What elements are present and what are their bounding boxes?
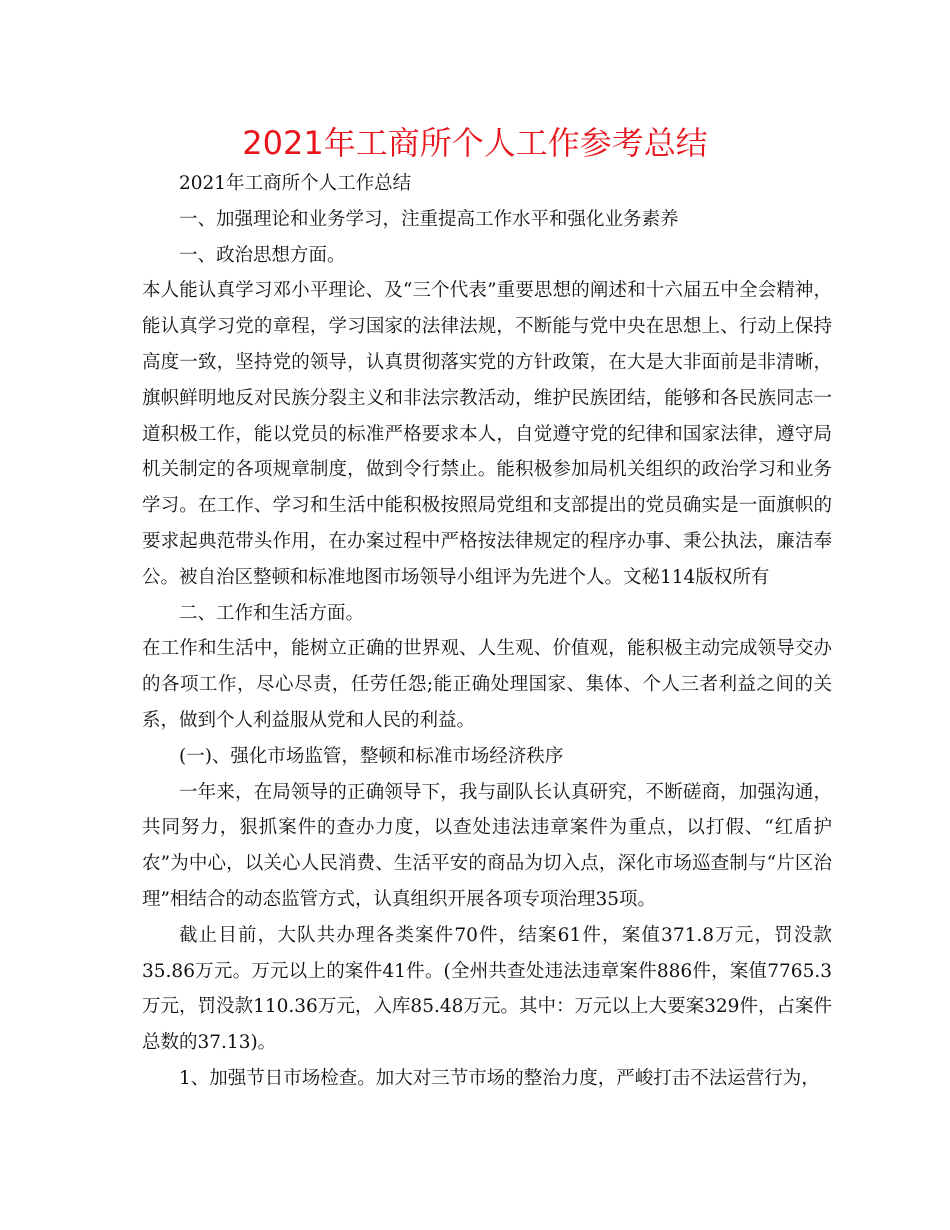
paragraph-work-life-heading: 二、工作和生活方面。 [179,602,365,624]
paragraph-market-body: 一年来，在局领导的正确领导下，我与副队长认真研究，不断磋商，加强沟通，共同努力，狠抓案件的查办力度，以查处违法违章案件为重点，以打假、“红盾护农”为中心，以关心人民消费、生活平安的商品为切入点，深化市场巡查制与“片区治理”相结合的动态监管方式，认真组织开展各项专项治理35项。 [142,781,832,910]
paragraph-subtitle: 2021年工商所个人工作总结 [179,173,412,194]
paragraph-holiday-inspection: 1、加强节日市场检查。加大对三节市场的整治力度，严峻打击不法运营行为， [179,1067,820,1089]
paragraph-market-heading: (一)、强化市场监管，整顿和标准市场经济秩序 [179,745,564,767]
paragraph-work-life-body: 在工作和生活中，能树立正确的世界观、人生观、价值观，能积极主动完成领导交办的各项工作，尽心尽责，任劳任怨;能正确处理国家、集体、个人三者利益之间的关系，做到个人利益服从党和人民的利益。 [142,638,832,731]
paragraph-section-heading: 一、加强理论和业务学习，注重提高工作水平和强化业务素养 [179,208,679,230]
document-title: 2021年工商所个人工作参考总结 [242,124,708,162]
paragraph-cases-stats: 截止目前，大队共办理各类案件70件，结案61件，案值371.8万元，罚没款35.86万元。万元以上的案件41件。(全州共查处违法违章案件886件，案值7765.3万元，罚没款110.36万元，入库85.48万元。其中：万元以上大要案329件，占案件总数的37.13)。 [142,924,832,1054]
paragraph-political-body: 本人能认真学习邓小平理论、及“三个代表”重要思想的阐述和十六届五中全会精神，能认真学习党的章程，学习国家的法律法规，不断能与党中央在思想上、行动上保持高度一致，坚持党的领导，认真贯彻落实党的方针政策，在大是大非面前是非清晰，旗帜鲜明地反对民族分裂主义和非法宗教活动，维护民族团结，能够和各民族同志一道积极工作，能以党员的标准严格要求本人，自觉遵守党的纪律和国家法律，遵守局机关制定的各项规章制度，做到令行禁止。能积极参加局机关组织的政治学习和业务学习。在工作、学习和生活中能积极按照局党组和支部提出的党员确实是一面旗帜的要求起典范带头作用，在办案过程中严格按法律规定的程序办事、秉公执法，廉洁奉公。被自治区整顿和标准地图市场领导小组评为先进个人。文秘114版权所有 [142,280,832,588]
document-body [142,166,832,1097]
paragraph-political-heading: 一、政治思想方面。 [179,244,346,266]
